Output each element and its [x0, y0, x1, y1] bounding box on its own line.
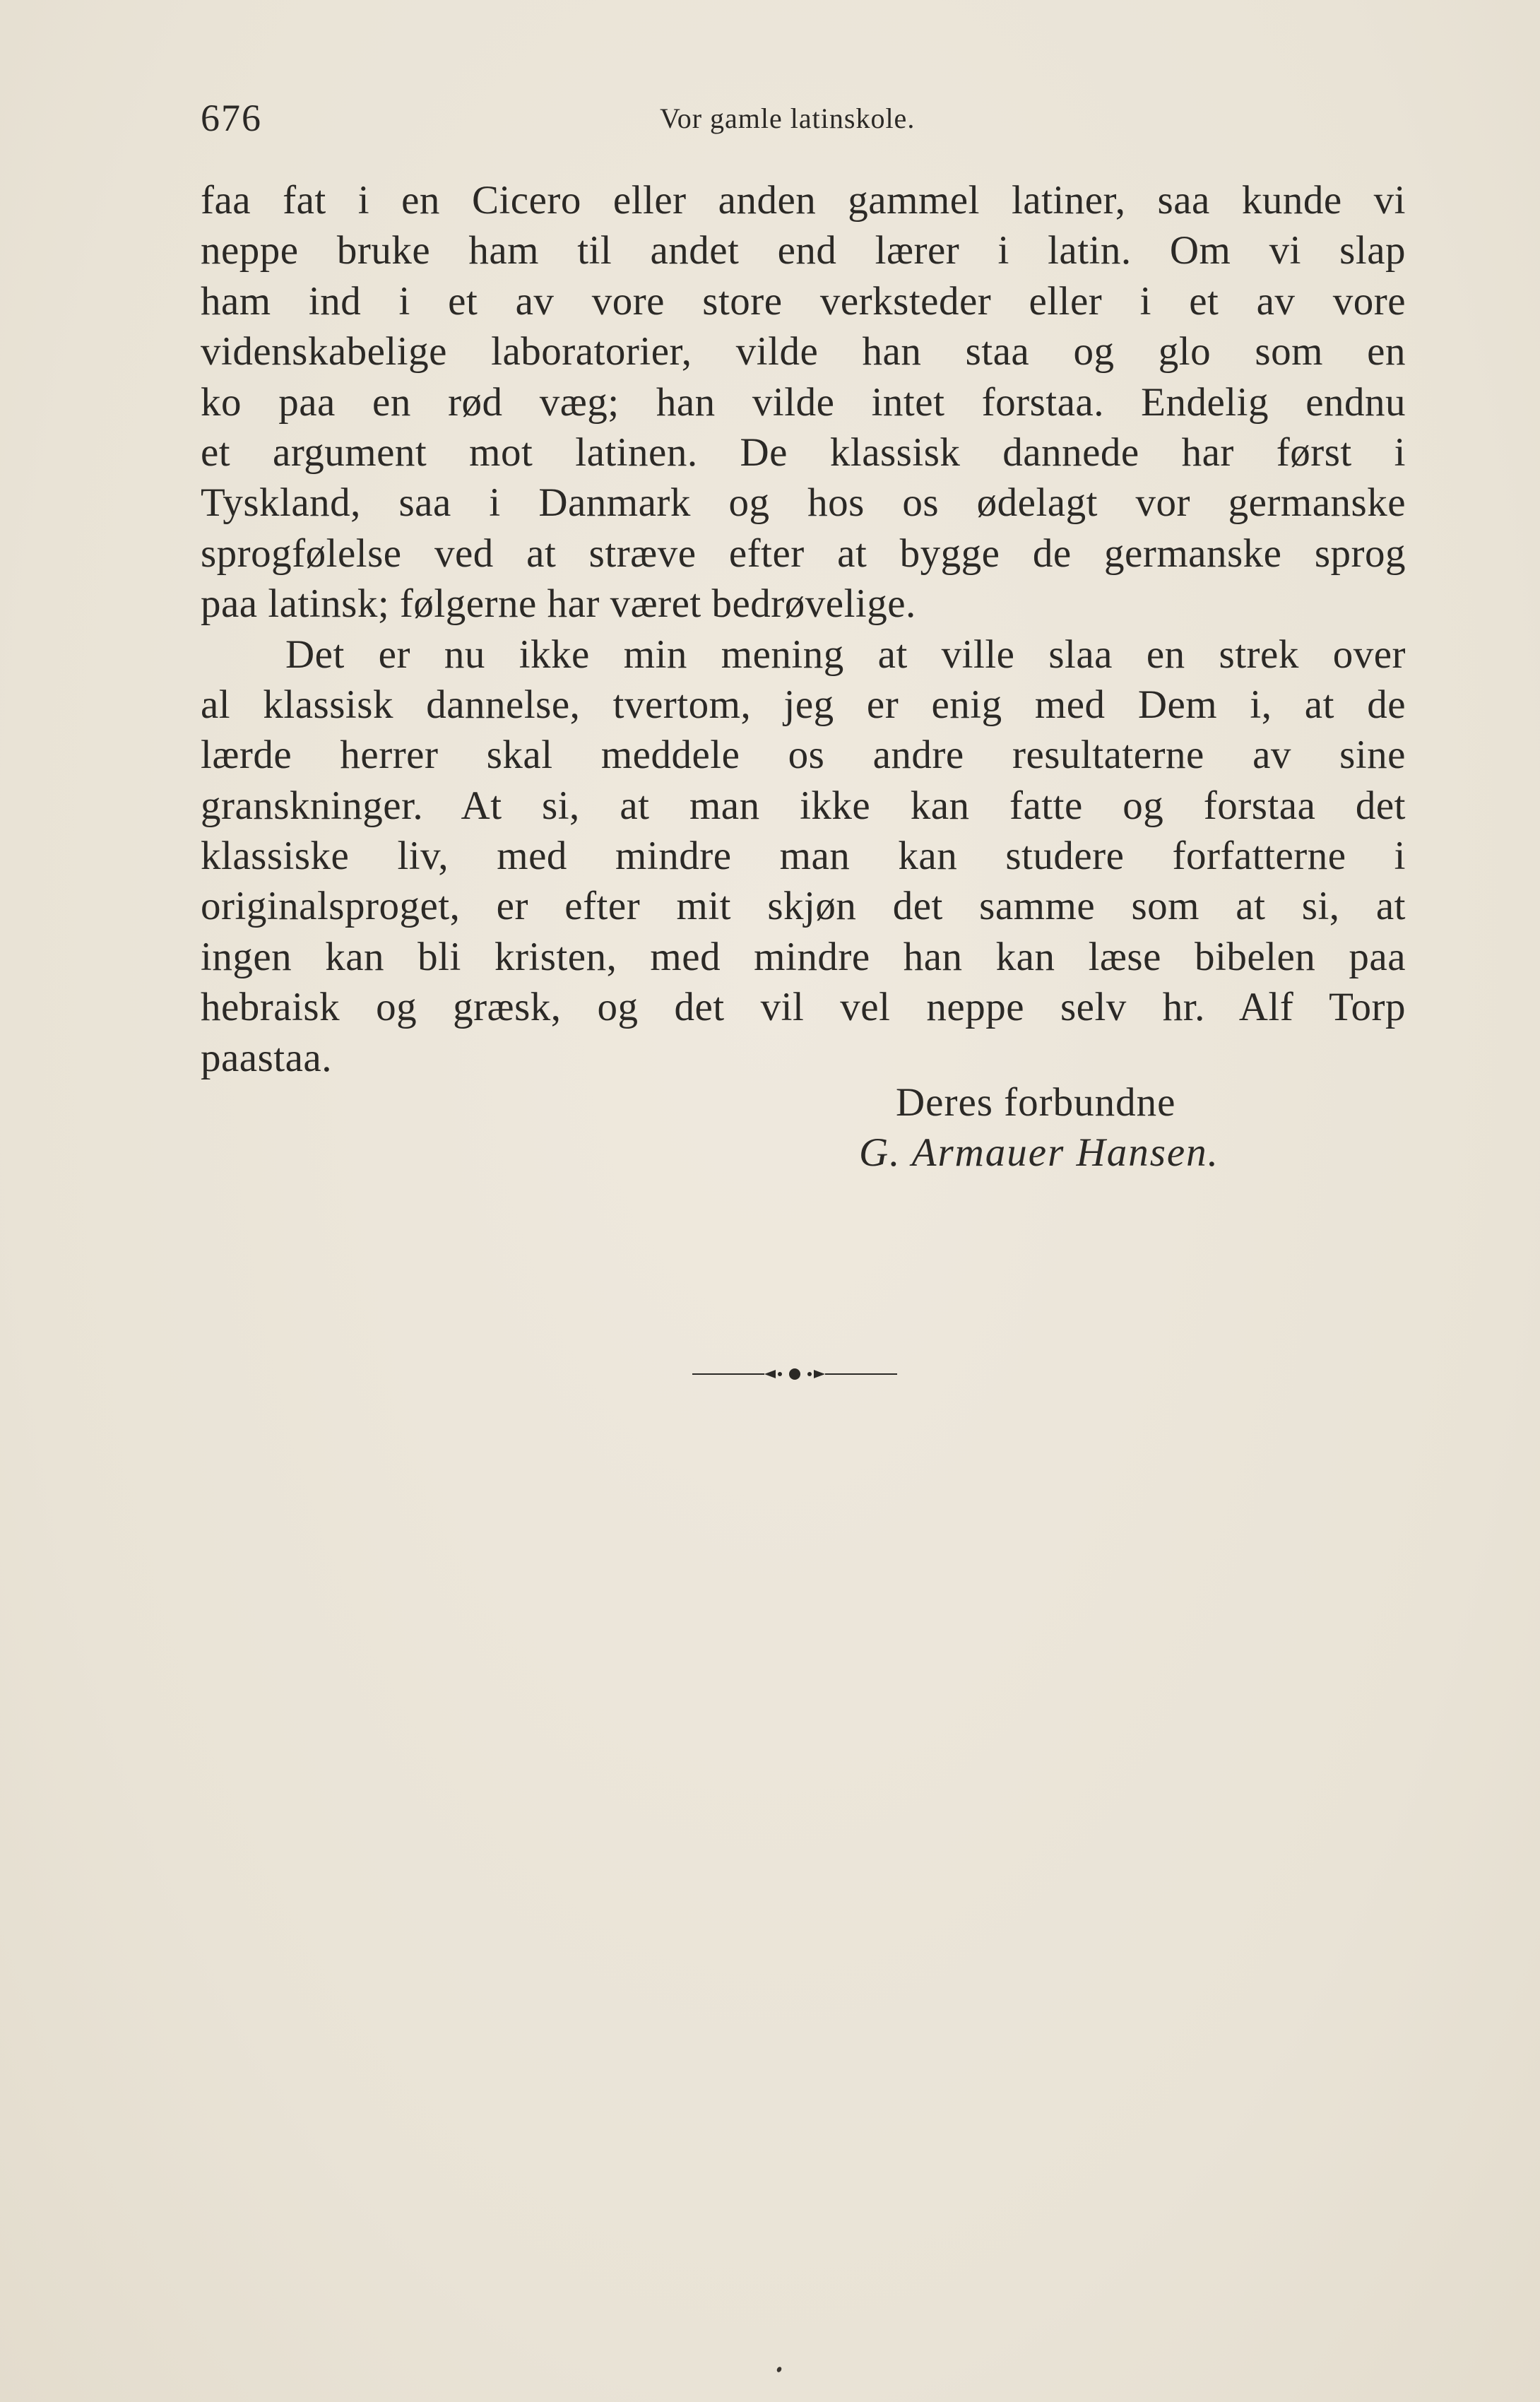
text-line: et argument mot latinen. De klassisk dannede har først i — [201, 430, 1406, 475]
text-line: Det er nu ikke min mening at ville slaa en strek over — [285, 632, 1406, 677]
running-head: Vor gamle latinskole. — [660, 102, 916, 134]
letter-closing — [859, 1077, 1390, 1178]
text-line: originalsproget, er efter mit skjøn det samme som at si, at — [201, 884, 1406, 929]
text-line: sprogfølelse ved at stræve efter at bygge de germanske sprog — [201, 531, 1406, 576]
text-line: ingen kan bli kristen, med mindre han kan læse bibelen paa — [201, 934, 1406, 979]
body-text — [201, 175, 1406, 1083]
page-header — [201, 90, 1402, 147]
text-line: videnskabelige laboratorier, vilde han staa og glo som en — [201, 329, 1406, 374]
text-line: paa latinsk; følgerne har været bedrøvelige. — [201, 581, 916, 627]
text-line: ham ind i et av vore store verksteder eller i et av vore — [201, 278, 1406, 324]
text-line: faa fat i en Cicero eller anden gammel latiner, saa kunde vi — [201, 178, 1406, 223]
text-line: neppe bruke ham til andet end lærer i latin. Om vi slap — [201, 228, 1406, 273]
text-line: ko paa en rød væg; han vilde intet forstaa. Endelig endnu — [201, 379, 1406, 425]
text-line: Tyskland, saa i Danmark og hos os ødelagt vor germanske — [201, 480, 1406, 526]
text-line: al klassisk dannelse, tvertom, jeg er enig med Dem i, at de — [201, 682, 1406, 727]
text-line: paastaa. — [201, 1035, 332, 1080]
text-line: klassiske liv, med mindre man kan studere forfatterne i — [201, 834, 1406, 879]
text-line: lærde herrer skal meddele os andre resultaterne av sine — [201, 733, 1406, 778]
salutation: Deres forbundne — [896, 1080, 1176, 1125]
text-line: granskninger. At si, at man ikke kan fatte og forstaa det — [201, 783, 1406, 828]
page-number: 676 — [201, 97, 262, 139]
divider-ornament-icon — [692, 1363, 897, 1385]
text-line: hebraisk og græsk, og det vil vel neppe selv hr. Alf Torp — [201, 985, 1406, 1030]
ink-speck — [776, 2366, 782, 2373]
signature: G. Armauer Hansen. — [859, 1130, 1219, 1176]
